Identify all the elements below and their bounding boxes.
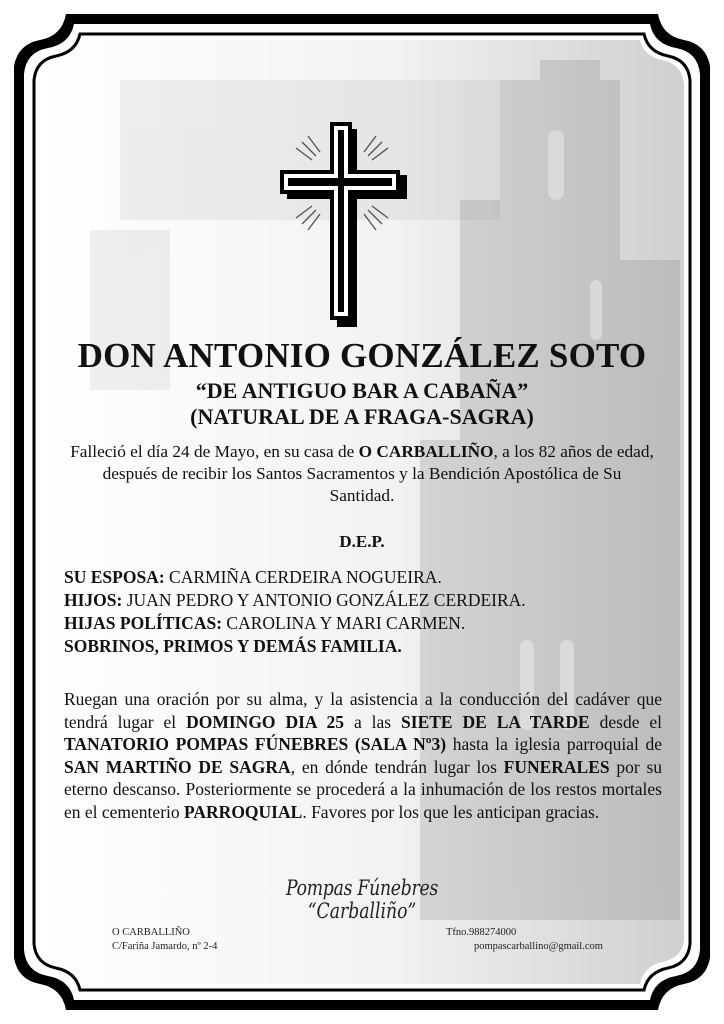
footer-street: C/Fariña Jamardo, nº 2-4 [112, 941, 218, 952]
footer-city: O CARBALLIÑO [112, 927, 190, 938]
wife-name: CARMIÑA CERDEIRA NOGUEIRA. [164, 567, 442, 587]
dep-label: D.E.P. [339, 532, 385, 551]
logo-line-2: “Carballiño” [307, 899, 417, 923]
death-notice-text-1: Falleció el día 24 de Mayo, en su casa de [70, 442, 359, 461]
funeral-day: DOMINGO DIA 25 [186, 711, 345, 732]
request-text-4: hasta la iglesia parroquial de [446, 734, 662, 754]
request-text-6: por su eterno descanso. Posteriormente se procederá a la inhumación de los restos mortales en el cementerio [64, 756, 663, 822]
death-place: O CARBALLIÑO [358, 442, 494, 461]
funerals-label: FUNERALES [503, 756, 610, 777]
wife-label: SU ESPOSA: [64, 567, 165, 587]
request-text-1: Ruegan una oración por su alma, y la asistencia a la conducción del cadáver que tendrá lugar el [64, 689, 662, 732]
deceased-name: DON ANTONIO GONZÁLEZ SOTO [77, 336, 647, 375]
family-wife [64, 566, 664, 589]
family-children [64, 589, 664, 612]
children-label: HIJOS: [64, 590, 123, 610]
inlaws-label: HIJAS POLÍTICAS: [64, 613, 223, 633]
funeral-request [64, 688, 662, 823]
family-inlaws [64, 612, 664, 635]
footer-address [112, 926, 217, 954]
request-text-2: a las [344, 711, 402, 732]
church-name: SAN MARTIÑO DE SAGRA [64, 756, 291, 777]
death-notice-text-2: , a los 82 años de edad, después de recibir los Santos Sacramentos y la Bendición Apostólica de Su Santidad. [102, 442, 654, 505]
family-list [64, 566, 664, 658]
latin-cross-icon [272, 118, 412, 328]
funeral-time: SIETE DE LA TARDE [401, 711, 590, 732]
children-names: JUAN PEDRO Y ANTONIO GONZÁLEZ CERDEIRA. [122, 590, 526, 610]
request-text-5: , en dónde tendrán lugar los [290, 756, 504, 777]
family-others: SOBRINOS, PRIMOS Y DEMÁS FAMILIA. [64, 636, 402, 656]
footer-contact [446, 926, 603, 954]
inlaws-names: CAROLINA Y MARI CARMEN. [222, 613, 466, 633]
funeral-home-logo [262, 876, 462, 923]
cemetery-name: PARROQUIAL [184, 801, 303, 822]
funeral-venue: TANATORIO POMPAS FÚNEBRES (SALA Nº3) [64, 734, 447, 754]
deceased-origin: (NATURAL DE A FRAGA-SAGRA) [190, 404, 534, 429]
deceased-alias: “DE ANTIGUO BAR A CABAÑA” [195, 378, 529, 403]
request-text-7: . Favores por los que les anticipan gracias. [302, 801, 600, 822]
death-notice [70, 441, 654, 507]
footer-email[interactable]: pompascarballino@gmail.com [474, 941, 603, 952]
footer-phone: Tfno.988274000 [446, 927, 517, 938]
logo-line-1: Pompas Fúnebres [285, 876, 439, 900]
request-text-3: desde el [589, 711, 663, 732]
